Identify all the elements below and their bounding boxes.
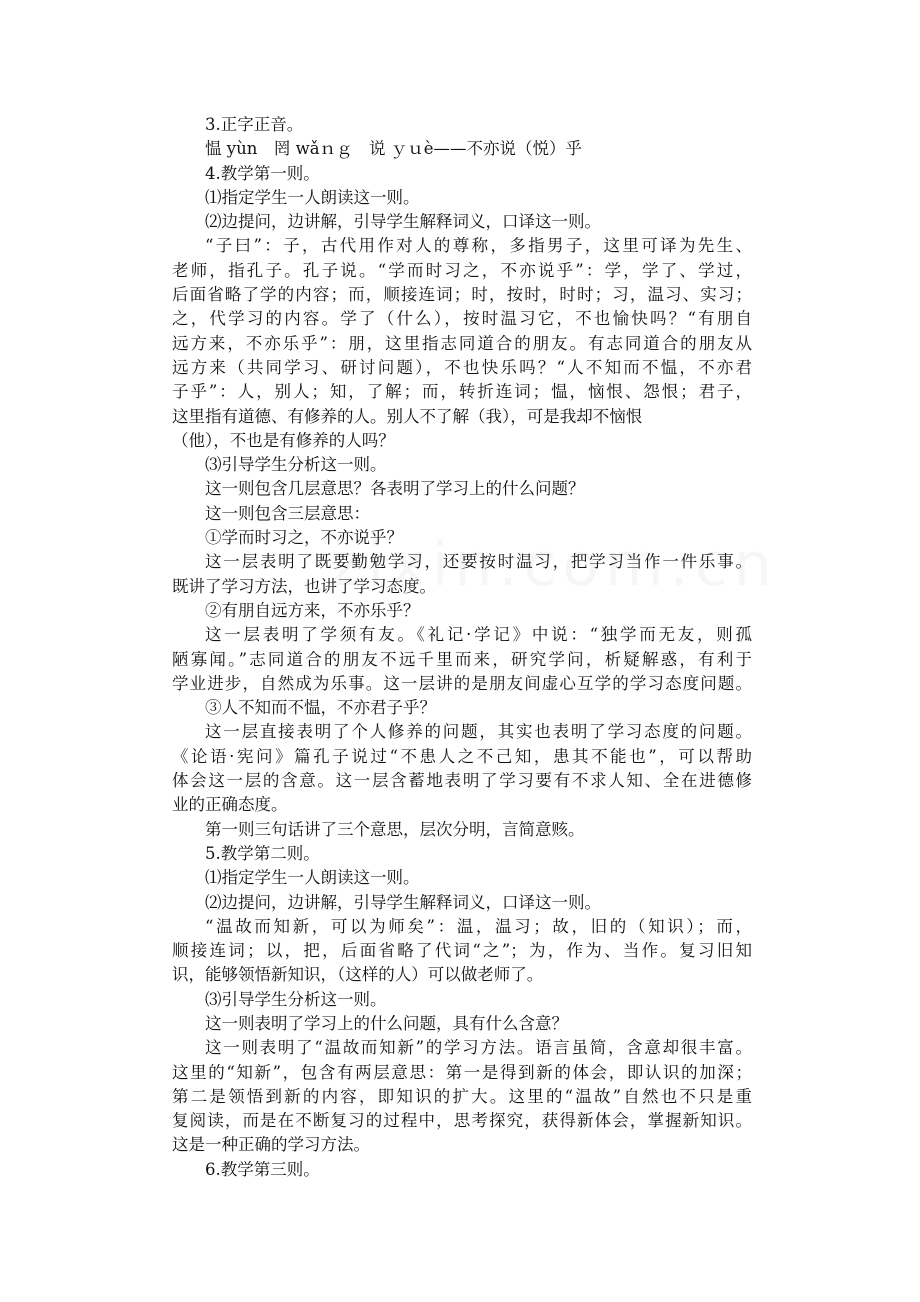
text-line: 陋寡闻。”志同道合的朋友不远千里而来，研究学问，析疑解惑，有利于 <box>172 649 752 669</box>
text-line: 体会这一层的含意。这一层含蓄地表明了学习要有不求人知、全在进德修 <box>172 771 752 791</box>
text-line: 第二是领悟到新的内容，即知识的扩大。这里的“温故”自然也不只是重 <box>172 1086 752 1106</box>
text-line: 这是一种正确的学习方法。 <box>172 1135 370 1155</box>
text-line: 子乎”：人，别人；知，了解；而，转折连词；愠，恼恨、怨恨；君子， <box>172 382 752 402</box>
text-line: 这一则表明了学习上的什么问题，具有什么含意？ <box>205 1013 568 1033</box>
text-line: 5.教学第二则。 <box>205 843 320 863</box>
text-line: 这一则包含几层意思？各表明了学习上的什么问题？ <box>205 479 585 499</box>
text-line: 既讲了学习方法，也讲了学习态度。 <box>172 576 436 596</box>
text-line: ⑶引导学生分析这一则。 <box>205 455 387 475</box>
text-line: 远方来（共同学习、研讨问题），不也快乐吗？“人不知而不愠，不亦君 <box>172 357 752 377</box>
text-line: ①学而时习之，不亦说乎？ <box>205 528 403 548</box>
text-line: 这一层表明了学须有友。《礼记·学记》中说：“独学而无友，则孤 <box>205 625 752 645</box>
text-line: 这一则表明了“温故而知新”的学习方法。语言虽简，含意却很丰富。 <box>205 1038 752 1058</box>
text-line: 6.教学第三则。 <box>205 1159 320 1179</box>
text-line: 这一则包含三层意思： <box>205 503 370 523</box>
text-line: 第一则三句话讲了三个意思，层次分明，言简意赅。 <box>205 819 585 839</box>
text-line: 学业进步，自然成为乐事。这一层讲的是朋友间虚心互学的学习态度问题。 <box>172 673 752 693</box>
text-line: ⑵边提问，边讲解，引导学生解释词义，口译这一则。 <box>205 212 601 232</box>
text-line: 顺接连词；以，把，后面省略了代词“之”；为，作为、当作。复习旧知 <box>172 941 752 961</box>
text-line: “子曰”：子，古代用作对人的尊称，多指男子，这里可译为先生、 <box>205 236 752 256</box>
text-line: 之，代学习的内容。学了（什么），按时温习它，不也愉快吗？“有朋自 <box>172 309 752 329</box>
text-line: 远方来，不亦乐乎”：朋，这里指志同道合的朋友。有志同道合的朋友从 <box>172 333 752 353</box>
document-body <box>172 113 752 1182</box>
text-line: 愠 yùn 罔 wǎｎｇ 说 ｙｕè——不亦说（悦）乎 <box>205 139 583 159</box>
text-line: 4.教学第一则。 <box>205 163 320 183</box>
text-line: 《论语·宪问》篇孔子说过“不患人之不己知，患其不能也”，可以帮助 <box>172 746 752 766</box>
text-line: ⑶引导学生分析这一则。 <box>205 989 387 1009</box>
text-line: （他），不也是有修养的人吗？ <box>172 430 395 450</box>
text-line: 这一层表明了既要勤勉学习，还要按时温习，把学习当作一件乐事。 <box>205 552 752 572</box>
text-line: “温故而知新，可以为师矣”：温，温习；故，旧的（知识）；而， <box>205 916 752 936</box>
text-line: ②有朋自远方来，不亦乐乎？ <box>205 600 420 620</box>
text-line: 这里指有道德、有修养的人。别人不了解（我），可是我却不恼恨 <box>172 406 643 426</box>
text-line: ③人不知而不愠，不亦君子乎？ <box>205 698 436 718</box>
text-line: 识，能够领悟新知识，（这样的人）可以做老师了。 <box>172 965 544 985</box>
text-line: 老师，指孔子。孔子说。“学而时习之，不亦说乎”：学，学了、学过， <box>172 260 752 280</box>
text-line: ⑵边提问，边讲解，引导学生解释词义，口译这一则。 <box>205 892 601 912</box>
text-line: 3.正字正音。 <box>205 115 304 134</box>
text-line: 这一层直接表明了个人修养的问题，其实也表明了学习态度的问题。 <box>205 722 752 742</box>
text-line: ⑴指定学生一人朗读这一则。 <box>205 187 420 207</box>
text-line: 业的正确态度。 <box>172 795 288 815</box>
text-line: 复阅读，而是在不断复习的过程中，思考探究，获得新体会，掌握新知识。 <box>172 1111 752 1131</box>
text-line: 后面省略了学的内容；而，顺接连词；时，按时，时时；习，温习、实习； <box>172 285 752 305</box>
text-line: ⑴指定学生一人朗读这一则。 <box>205 868 420 888</box>
text-line: 这里的“知新”，包含有两层意思：第一是得到新的体会，即认识的加深； <box>172 1062 752 1082</box>
